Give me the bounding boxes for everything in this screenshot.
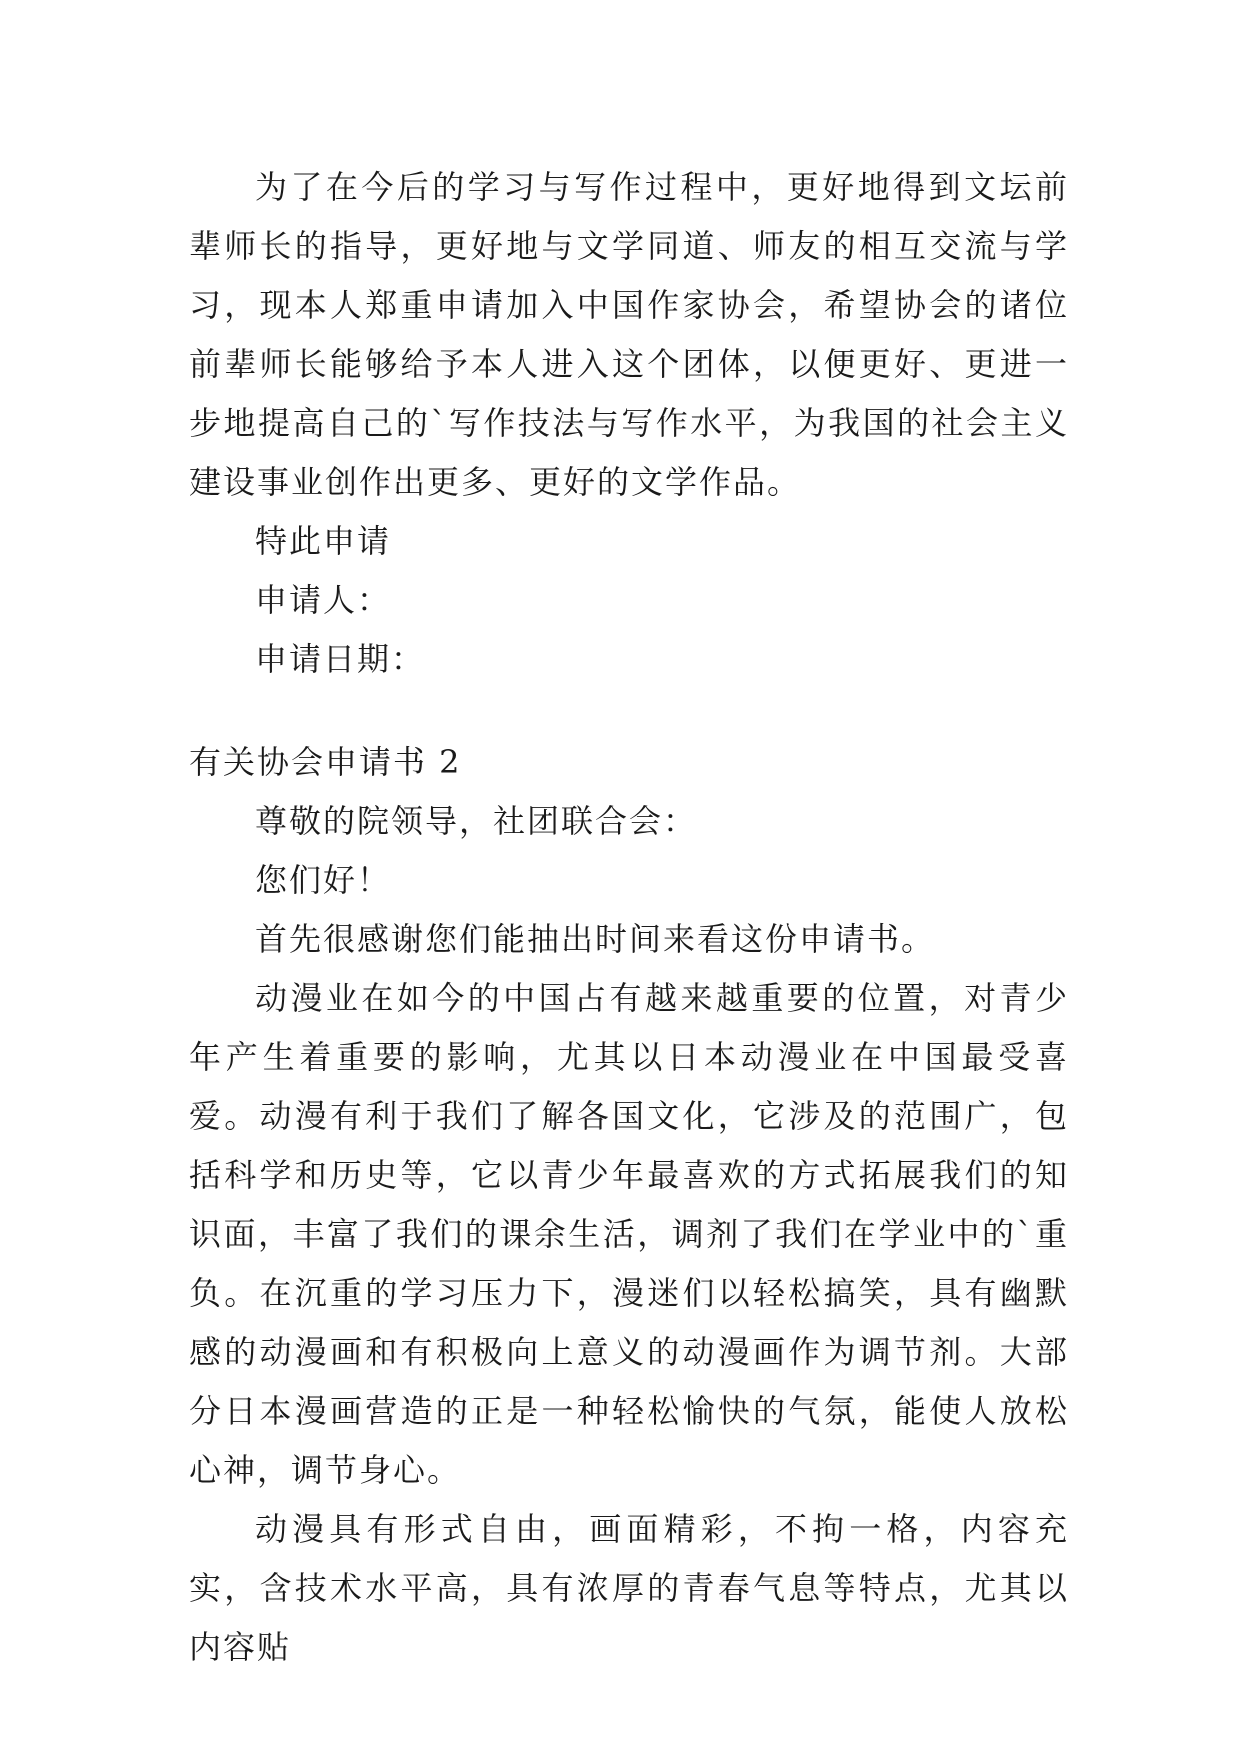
paragraph-anime-importance: 动漫业在如今的中国占有越来越重要的位置，对青少年产生着重要的影响，尤其以日本动漫业在中国最受喜爱。动漫有利于我们了解各国文化，它涉及的范围广，包括科学和历史等，它以青少年最喜欢的方式拓展我们的知识面，丰富了我们的课余生活，调剂了我们在学业中的`重负。在沉重的学习压力下，漫迷们以轻松搞笑，具有幽默感的动漫画和有积极向上意义的动漫画作为调节剂。大部分日本漫画营造的正是一种轻松愉快的气氛，能使人放松心神，调节身心。 [189, 979, 1069, 1489]
applicant-line: 申请人： [255, 581, 392, 619]
paragraph-anime-features: 动漫具有形式自由，画面精彩，不拘一格，内容充实，含技术水平高，具有浓厚的青春气息等特点，尤其以内容贴 [189, 1510, 1069, 1666]
application-date-line: 申请日期： [255, 640, 426, 678]
section-heading: 有关协会申请书 2 [189, 743, 462, 781]
salutation-line: 尊敬的院领导，社团联合会： [255, 802, 698, 840]
document-body [189, 158, 1069, 1677]
closing-line: 特此申请 [255, 522, 392, 560]
paragraph-application-intent: 为了在今后的学习与写作过程中，更好地得到文坛前辈师长的指导，更好地与文学同道、师友的相互交流与学习，现本人郑重申请加入中国作家协会，希望协会的诸位前辈师长能够给予本人进入这个团体，以便更好、更进一步地提高自己的`写作技法与写作水平，为我国的社会主义建设事业创作出更多、更好的文学作品。 [189, 168, 1069, 501]
paragraph-thanks: 首先很感谢您们能抽出时间来看这份申请书。 [255, 920, 936, 958]
greeting-line: 您们好！ [255, 861, 392, 899]
